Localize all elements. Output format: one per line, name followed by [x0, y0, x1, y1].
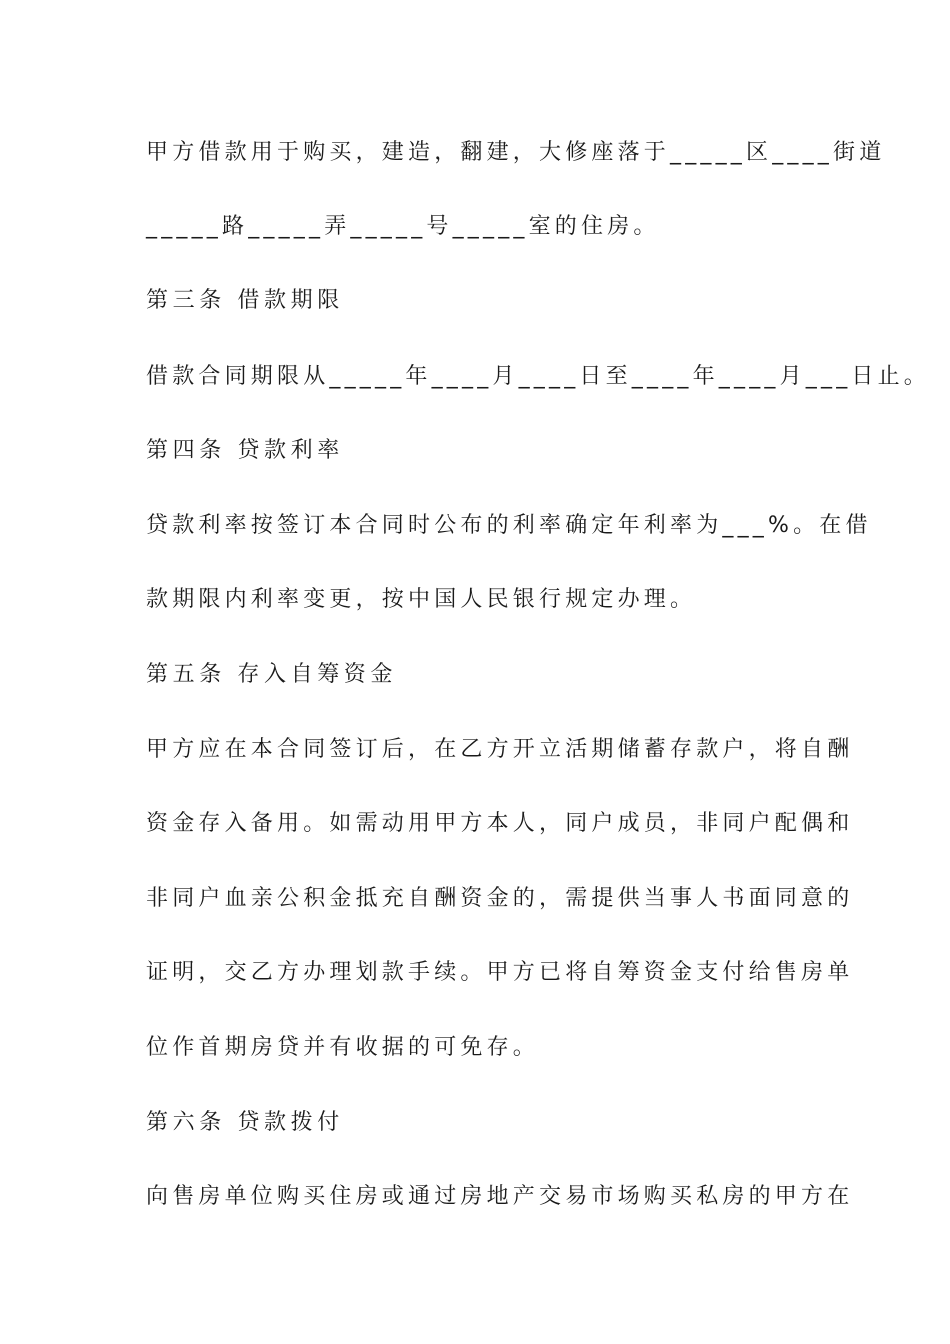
paragraph-line-self-funds-1: 甲方应在本合同签订后，在乙方开立活期储蓄存款户，将自酬 [146, 737, 854, 762]
article-heading-term: 第三条 借款期限 [146, 288, 344, 313]
paragraph-line-interest-1: 贷款利率按签订本合同时公布的利率确定年利率为___%。在借 [146, 513, 872, 538]
paragraph-line-self-funds-2: 资金存入备用。如需动用甲方本人，同户成员，非同户配偶和 [146, 811, 854, 836]
article-heading-interest: 第四条 贷款利率 [146, 438, 344, 463]
paragraph-line-purpose: 甲方借款用于购买，建造，翻建，大修座落于_____区____街道 [146, 140, 886, 165]
paragraph-line-address: _____路_____弄_____号_____室的住房。 [146, 214, 660, 239]
article-heading-self-funds: 第五条 存入自筹资金 [146, 662, 397, 687]
paragraph-line-term: 借款合同期限从_____年____月____日至____年____月___日止。 [146, 364, 931, 389]
paragraph-line-self-funds-4: 证明，交乙方办理划款手续。甲方已将自筹资金支付给售房单 [146, 960, 854, 985]
paragraph-line-self-funds-5: 位作首期房贷并有收据的可免存。 [146, 1035, 540, 1060]
paragraph-line-interest-2: 款期限内利率变更，按中国人民银行规定办理。 [146, 587, 697, 612]
paragraph-line-self-funds-3: 非同户血亲公积金抵充自酬资金的，需提供当事人书面同意的 [146, 886, 854, 911]
article-heading-disbursement: 第六条 贷款拨付 [146, 1110, 344, 1135]
paragraph-line-disbursement-1: 向售房单位购买住房或通过房地产交易市场购买私房的甲方在 [146, 1184, 854, 1209]
